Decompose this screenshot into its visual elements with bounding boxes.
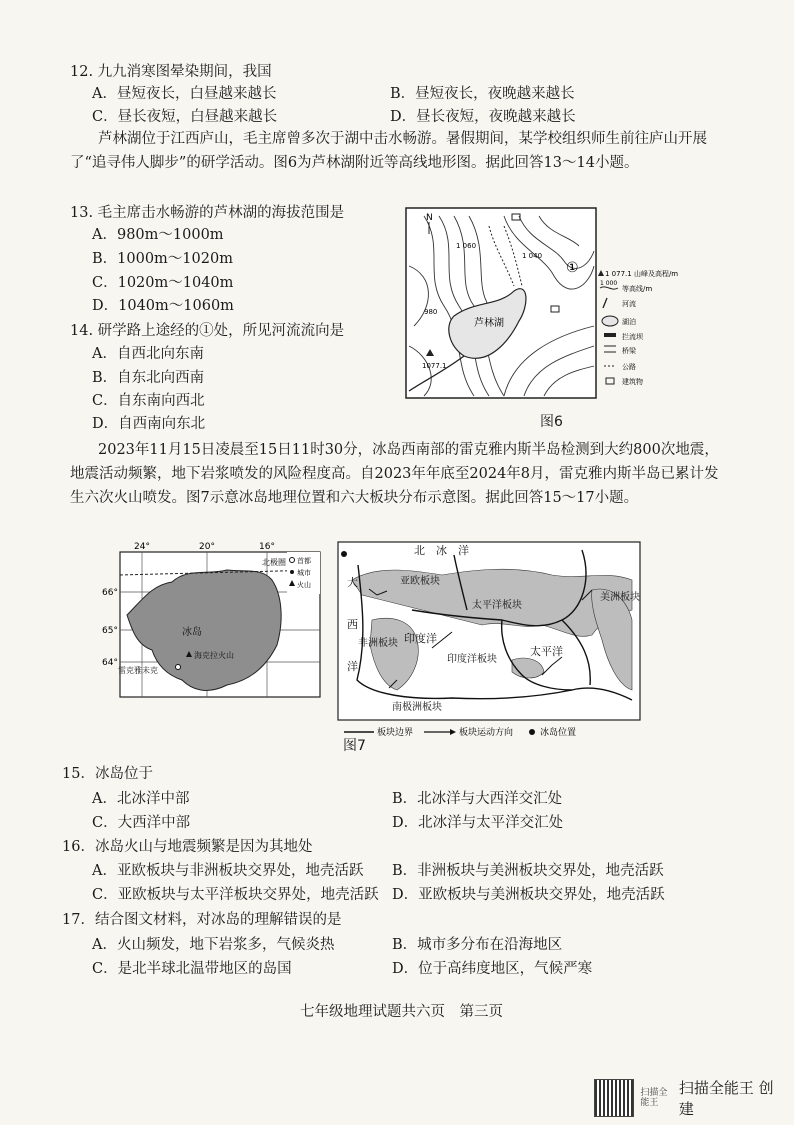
q16-option-a[interactable]: A．亚欧板块与非洲板块交界处，地壳活跃 [92, 863, 364, 879]
intro-passage-13-14: 芦林湖位于江西庐山，毛主席曾多次于湖中击水畅游。暑假期间，某学校组织师生前往庐山开展了“追寻伟人脚步”的研学活动。图6为芦林湖附近等高线地形图。据此回答13～14小题。 [70, 131, 707, 171]
north-label: N [426, 213, 433, 223]
svg-text:66°: 66° [102, 588, 118, 598]
q15-option-b[interactable]: B．北冰洋与大西洋交汇处 [392, 791, 563, 807]
q15-option-a[interactable]: A．北冰洋中部 [92, 791, 190, 807]
svg-text:64°: 64° [102, 658, 118, 668]
q14-option-c[interactable]: C．自东南向西北 [92, 393, 205, 409]
svg-text:大: 大 [347, 576, 358, 589]
svg-text:洋: 洋 [347, 660, 358, 673]
q16-option-b[interactable]: B．非洲板块与美洲板块交界处，地壳活跃 [392, 863, 664, 879]
lake-label: 芦林湖 [474, 318, 504, 329]
svg-text:太平洋板块: 太平洋板块 [472, 600, 522, 611]
q17-option-a[interactable]: A．火山频发，地下岩浆多，气候炎热 [92, 937, 335, 953]
svg-text:雷克雅未克: 雷克雅未克 [118, 666, 158, 675]
contour-label-1: 1 060 [456, 242, 477, 250]
svg-text:16°: 16° [259, 542, 275, 552]
q14-option-d[interactable]: D．自西南向东北 [92, 416, 206, 432]
svg-text:海克拉火山: 海克拉火山 [194, 651, 234, 660]
svg-text:太平洋: 太平洋 [530, 645, 563, 658]
figure-7-iceland-plates [102, 540, 652, 765]
scanner-logo: 扫描全能王 [640, 1088, 668, 1108]
svg-text:65°: 65° [102, 626, 118, 636]
q13-option-d[interactable]: D．1040m～1060m [92, 298, 234, 314]
svg-text:1 077.1 山峰及高程/m: 1 077.1 山峰及高程/m [605, 270, 679, 278]
svg-text:首都: 首都 [297, 557, 311, 565]
svg-text:美洲板块: 美洲板块 [600, 592, 640, 603]
q12-stem: 12. 九九消寒图晕染期间，我国 [70, 64, 272, 80]
q16-option-d[interactable]: D．亚欧板块与美洲板块交界处，地壳活跃 [392, 887, 665, 903]
svg-text:城市: 城市 [297, 569, 311, 577]
svg-text:火山: 火山 [297, 581, 311, 589]
q12-option-a[interactable]: A．昼短夜长，白昼越来越长 [92, 86, 277, 102]
world-plate-map [338, 542, 640, 720]
svg-text:湖泊: 湖泊 [622, 318, 636, 326]
figure-7-legend [344, 726, 576, 738]
contour-label-2: 1 040 [522, 252, 543, 260]
q17-option-d[interactable]: D．位于高纬度地区，气候严寒 [392, 961, 593, 977]
svg-text:非洲板块: 非洲板块 [358, 638, 398, 649]
svg-text:建筑物: 建筑物 [622, 378, 643, 386]
q17-option-c[interactable]: C．是北半球北温带地区的岛国 [92, 961, 292, 977]
peak-value: 1077.1 [422, 362, 447, 370]
page-footer: 七年级地理试题共六页 第三页 [300, 1004, 503, 1020]
circle-marker-1: ① [566, 260, 579, 276]
qr-code-icon [594, 1079, 634, 1117]
q14-stem: 14. 研学路上途经的①处，所见河流流向是 [70, 323, 345, 339]
svg-text:亚欧板块: 亚欧板块 [400, 576, 440, 587]
capital-icon [176, 665, 181, 670]
svg-text:20°: 20° [199, 542, 215, 552]
q16-stem: 16．冰岛火山与地震频繁是因为其地处 [62, 839, 313, 855]
q16-option-c[interactable]: C．亚欧板块与太平洋板块交界处，地壳活跃 [92, 887, 379, 903]
figure-6-contour-map [404, 206, 694, 406]
svg-text:河流: 河流 [622, 300, 636, 308]
svg-text:冰岛: 冰岛 [182, 627, 202, 638]
svg-text:1 000: 1 000 [600, 280, 618, 287]
contour-label-3: 980 [424, 308, 438, 316]
q15-option-d[interactable]: D．北冰洋与太平洋交汇处 [392, 815, 564, 831]
figure-7-caption: 图7 [343, 738, 366, 754]
svg-text:南极洲板块: 南极洲板块 [392, 702, 442, 713]
q17-stem: 17．结合图文材料，对冰岛的理解错误的是 [62, 912, 342, 928]
figure-6-caption: 图6 [540, 414, 563, 430]
svg-text:公路: 公路 [622, 363, 636, 371]
q12-option-d[interactable]: D．昼长夜短，夜晚越来越长 [390, 109, 576, 125]
svg-text:24°: 24° [134, 542, 150, 552]
figure-6-legend [598, 269, 678, 386]
iceland-position-dot [341, 551, 347, 557]
q14-option-a[interactable]: A．自西北向东南 [92, 346, 204, 362]
svg-text:拦流坝: 拦流坝 [622, 333, 643, 341]
q13-option-b[interactable]: B．1000m～1020m [92, 251, 233, 267]
q13-stem: 13. 毛主席击水畅游的芦林湖的海拔范围是 [70, 205, 345, 221]
svg-text:西: 西 [347, 618, 358, 631]
svg-text:印度洋板块: 印度洋板块 [447, 654, 497, 665]
svg-text:北极圈: 北极圈 [262, 558, 286, 567]
iceland-inset-map [102, 542, 320, 697]
intro-passage-15-17: 2023年11月15日凌晨至15日11时30分，冰岛西南部的雷克雅内斯半岛检测到大约800次地震，地震活动频繁，地下岩浆喷发的风险程度高。自2023年年底至2024年8月，雷克雅内斯半岛已累计发生六次火山喷发。图7示意冰岛地理位置和六大板块分布示意图。据此回答15～17小题。 [70, 442, 719, 506]
q17-option-b[interactable]: B．城市多分布在沿海地区 [392, 937, 563, 953]
scanner-text: 扫描全能王 创建 [678, 1079, 774, 1118]
svg-text:印度洋: 印度洋 [404, 632, 437, 645]
q14-option-b[interactable]: B．自东北向西南 [92, 370, 205, 386]
q15-stem: 15．冰岛位于 [62, 766, 153, 782]
q12-option-c[interactable]: C．昼长夜短，白昼越来越长 [92, 109, 278, 125]
svg-text:北 冰 洋: 北 冰 洋 [414, 544, 469, 557]
svg-text:桥梁: 桥梁 [622, 347, 636, 355]
q13-option-a[interactable]: A．980m～1000m [92, 227, 224, 243]
svg-text:冰岛位置: 冰岛位置 [540, 728, 577, 738]
q15-option-c[interactable]: C．大西洋中部 [92, 815, 191, 831]
svg-text:板块运动方向: 板块运动方向 [459, 728, 514, 738]
q12-option-b[interactable]: B．昼短夜长，夜晚越来越长 [390, 86, 575, 102]
svg-text:等高线/m: 等高线/m [622, 285, 653, 293]
q13-option-c[interactable]: C．1020m～1040m [92, 275, 234, 291]
svg-text:板块边界: 板块边界 [377, 728, 414, 738]
scanner-watermark [594, 1078, 784, 1118]
